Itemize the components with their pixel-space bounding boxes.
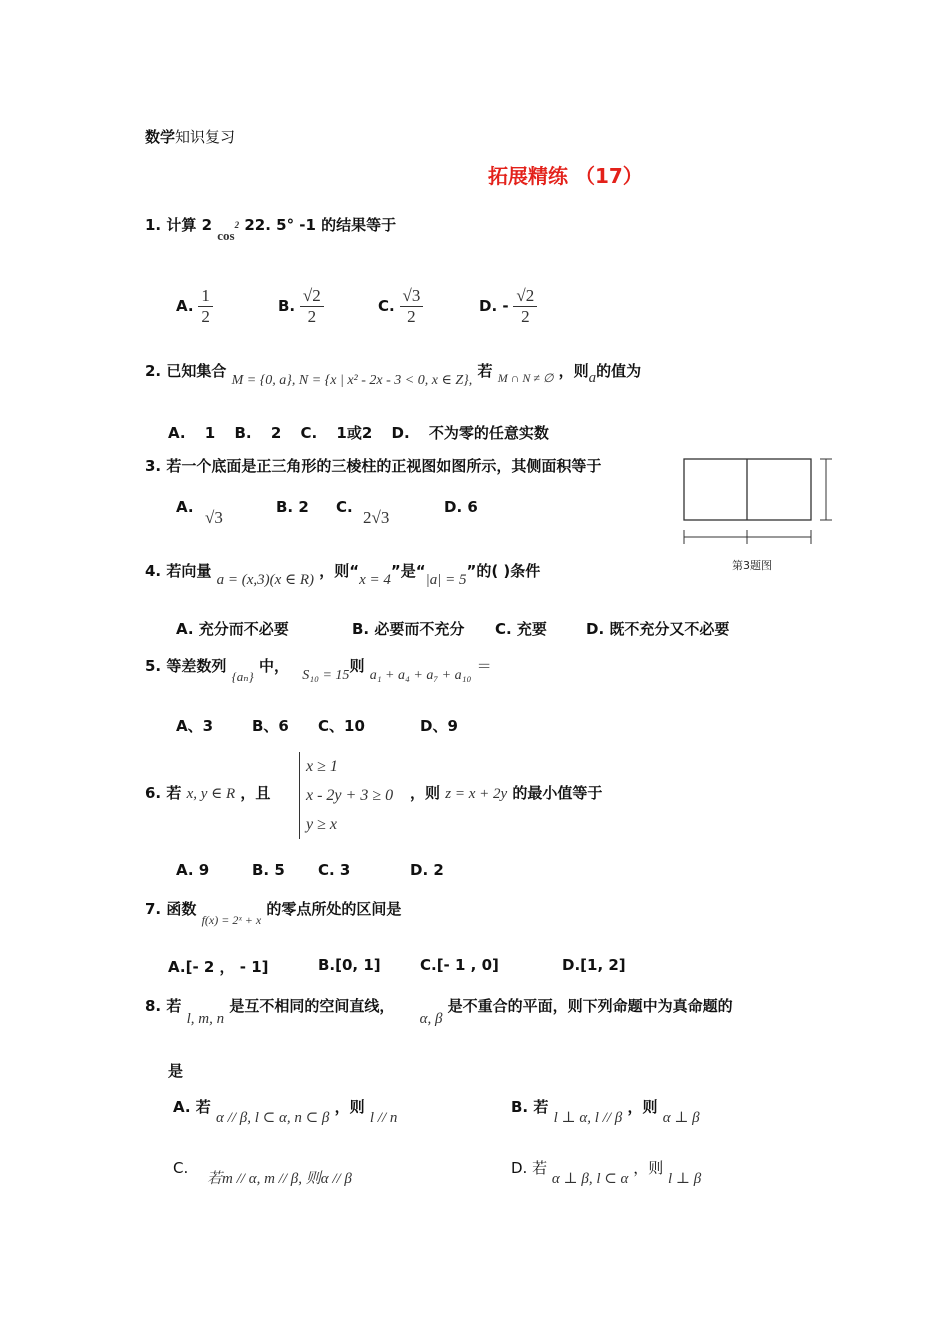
q5-stem: 5. 等差数列 {aₙ} 中， S₁₀ = 15则 a₁ + a₄ + a₇ + a₁₀ ＝ (145, 657, 492, 684)
q5-option-b: B、6 (252, 717, 289, 735)
q8-stem: 8. 若 l, m, n 是互不相同的空间直线， α, β 是不重合的平面，则下列命题中为真命题的 (145, 997, 733, 1027)
q8-option-d: D. 若 α ⊥ β, l ⊂ α ，则 l ⊥ β (511, 1159, 702, 1187)
q4-option-d: D. 既不充分又不必要 (586, 620, 730, 638)
q3-figure-caption: 第3题图 (732, 559, 772, 572)
q3-front-view-figure (676, 452, 846, 552)
q6-option-c: C. 3 (318, 861, 351, 879)
q5-option-c: C、10 (318, 717, 365, 735)
q6-constraint-system: x ≥ 1 x - 2y + 3 ≥ 0 y ≥ x (299, 752, 393, 839)
q6-option-b: B. 5 (252, 861, 285, 879)
q6-option-a: A. 9 (176, 861, 210, 879)
q7-option-d: D.[1, 2] (562, 956, 626, 974)
q7-option-c: C.[- 1 , 0] (420, 956, 499, 974)
q3-option-b: B. 2 (276, 498, 309, 516)
doc-header: 数学知识复习 (145, 128, 236, 146)
q6-option-d: D. 2 (410, 861, 444, 879)
q4-stem: 4. 若向量 a = (x,3)(x ∈ R) ，则“x = 4”是“|a| = 5”的( )条件 (145, 562, 541, 588)
q3-option-c-value: 2√3 (363, 508, 390, 527)
q1-option-d: D. - $\frac{√2}{2}$ (479, 286, 537, 327)
q8-stem-continued: 是 (168, 1062, 184, 1080)
q7-stem: 7. 函数 $_{f(x) = 2ˣ + x}$ 的零点所处的区间是 (145, 900, 402, 927)
q2-stem: 2. 已知集合 M = {0, a}, N = {x | x² - 2x - 3 < 0, x ∈ Z}, 若 $_{M \cap N \ne \emptyset}$ ，则a的值为 (145, 362, 642, 388)
q8-option-a: A. 若 α // β, l ⊂ α, n ⊂ β ，则 l // n (173, 1098, 398, 1126)
q3-option-a: A. (176, 498, 194, 516)
page-title: 拓展精练 （17） (488, 164, 643, 188)
q3-stem: 3. 若一个底面是正三角形的三棱柱的正视图如图所示，其侧面积等于 (145, 457, 602, 475)
q3-option-c: C. (336, 498, 353, 516)
q4-option-a: A. 充分而不必要 (176, 620, 289, 638)
q7-option-a: A.[- 2 ， - 1] (168, 958, 269, 976)
q3-option-a-value: √3 (205, 508, 223, 527)
q6-stem-end: ，则 z = x + 2y 的最小值等于 (410, 784, 603, 802)
q1-option-a: A. $\frac{1}{2}$ (176, 286, 213, 327)
q2-options: A. 1 B. 2 C. 1或2 D. 不为零的任意实数 (168, 424, 549, 442)
q7-option-b: B.[0, 1] (318, 956, 381, 974)
q4-option-b: B. 必要而不充分 (352, 620, 465, 638)
q5-option-a: A、3 (176, 717, 214, 735)
q6-stem-start: 6. 若 x, y ∈ R ，且 (145, 784, 271, 802)
q1-option-c: C. $\frac{√3}{2}$ (378, 286, 423, 327)
q4-option-c: C. 充要 (495, 620, 547, 638)
q1-stem: 1. 计算 2 $\cos^2 22$. 5° -1 的结果等于 (145, 216, 397, 243)
q8-option-c: C. 若m // α, m // β, 则α // β (173, 1159, 352, 1187)
q3-option-d: D. 6 (444, 498, 478, 516)
q1-option-b: B. $\frac{√2}{2}$ (278, 286, 324, 327)
q5-option-d: D、9 (420, 717, 458, 735)
q8-option-b: B. 若 l ⊥ α, l // β ，则 α ⊥ β (511, 1098, 700, 1126)
